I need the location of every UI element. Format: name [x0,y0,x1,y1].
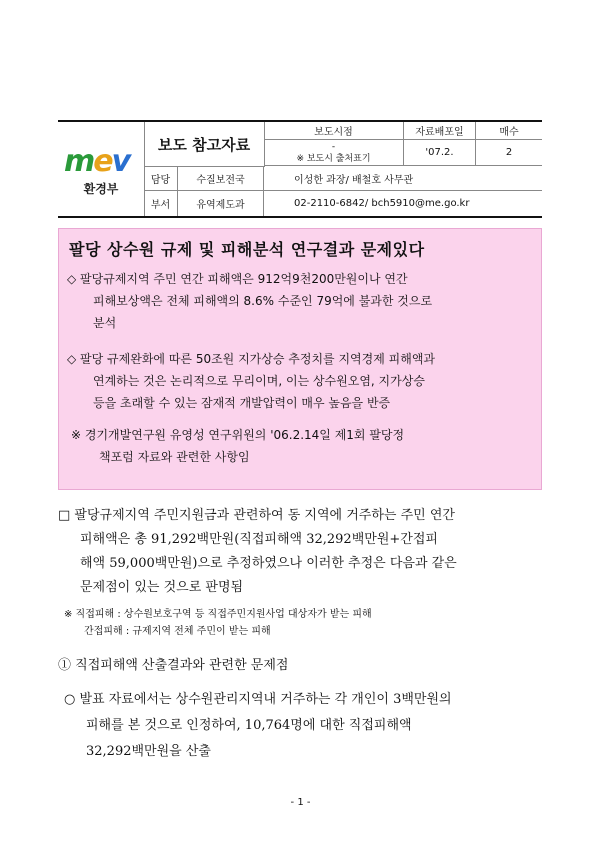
summary-note: 책포럼 자료와 관련한 사항임 [99,450,250,464]
summary-note: ※ 경기개발연구원 유영성 연구위원의 '06.2.14일 제1회 팔당정 [71,428,405,442]
page-number: - 1 - [290,797,311,808]
summary-line: 등을 초래할 수 있는 잠재적 개발압력이 매우 높음을 반증 [93,396,391,410]
col-distribution-date: 자료배포일 [404,122,476,140]
body-line: □ 팔당규제지역 주민지원금과 관련하여 동 지역에 거주하는 주민 연간 [58,508,455,523]
summary-box [58,228,542,490]
release-time-cell [264,140,404,166]
contact-phone: 02-2110-6842/ bch5910@me.go.kr [294,198,470,209]
label-contact: 담당 [144,166,178,191]
doc-type: 보도 참고자료 [144,122,265,167]
note-indirect: 간접피해 : 규제지역 전체 주민이 받는 피해 [84,626,271,637]
body-line: 피해를 본 것으로 인정하여, 10,764명에 대한 직접피해액 [86,718,412,733]
summary-title: 팔당 상수원 규제 및 피해분석 연구결과 문제있다 [69,240,425,259]
logo-text: 환경부 [83,182,119,196]
col-release-time: 보도시점 [264,122,404,140]
body-line: 해액 59,000백만원)으로 추정하였으나 이러한 추정은 다음과 같은 [80,556,457,571]
distribution-date-value: '07.2. [404,140,476,166]
dept-2: 유역제도과 [178,191,264,216]
summary-line: 연계하는 것은 논리적으로 무리이며, 이는 상수원오염, 지가상승 [93,374,425,388]
summary-line: ◇ 팔당 규제완화에 따른 50조원 지가상승 추정치를 지역경제 피해액과 [67,352,435,366]
header-table [58,120,542,218]
body-line: 피해액은 총 91,292백만원(직접피해액 32,292백만원+간접피 [80,532,438,547]
summary-line: 분석 [93,316,117,330]
body-line: ○ 발표 자료에서는 상수원관리지역내 거주하는 각 개인이 3백만원의 [64,692,452,707]
label-dept: 부서 [144,191,178,216]
col-pages: 매수 [476,122,542,140]
release-time-note: ※ 보도시 출처표기 [296,153,371,164]
dept-1: 수질보전국 [178,166,264,191]
section-title: ① 직접피해액 산출결과와 관련한 문제점 [58,658,289,673]
note-direct: ※ 직접피해 : 상수원보호구역 등 직접주민지원사업 대상자가 받는 피해 [64,609,372,620]
me-logo-icon: mev [64,144,130,179]
contact-names: 이성한 과장/ 배철호 사무관 [264,166,542,191]
ministry-logo [58,122,145,216]
summary-line: ◇ 팔당규제지역 주민 연간 피해액은 912억9천200만원이나 연간 [67,272,408,286]
release-time-value: - [331,141,336,152]
body-line: 32,292백만원을 산출 [86,744,211,759]
body-line: 문제점이 있는 것으로 판명됨 [80,580,244,595]
summary-line: 피해보상액은 전체 피해액의 8.6% 수준인 79억에 불과한 것으로 [93,294,433,308]
pages-value: 2 [476,140,542,166]
